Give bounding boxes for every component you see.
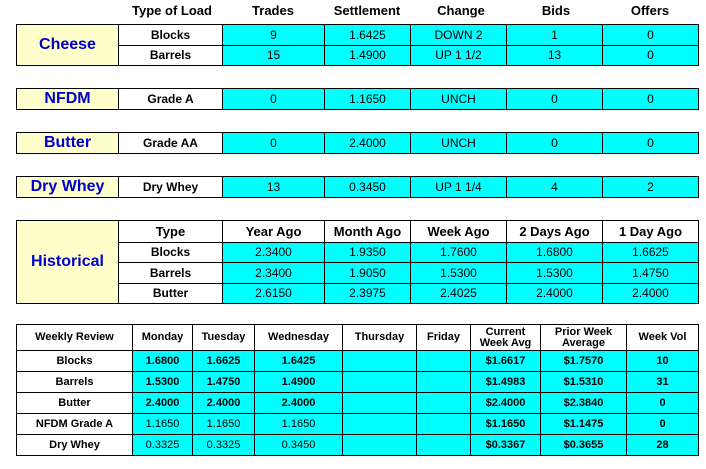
historical-cell: 2.3400 (223, 263, 325, 283)
weekly-cell: 1.6425 (255, 351, 343, 372)
header-type-of-load: Type of Load (132, 3, 212, 18)
drywhey-settlement: 0.3450 (325, 177, 411, 198)
cheese-barrels-change: UP 1 1/2 (411, 45, 507, 66)
cheese-table (16, 24, 699, 66)
historical-cell: 1.6800 (507, 242, 603, 262)
weekly-header-friday: Friday (417, 325, 471, 351)
cheese-barrels-offers: 0 (603, 45, 699, 66)
weekly-review-table (16, 324, 699, 456)
historical-cell: 1.5300 (411, 263, 507, 283)
historical-row (17, 263, 699, 283)
drywhey-type: Dry Whey (119, 177, 223, 198)
weekly-header-monday: Monday (133, 325, 193, 351)
weekly-row (17, 393, 699, 414)
weekly-cell (343, 393, 417, 414)
weekly-cell: 1.5300 (133, 372, 193, 393)
drywhey-label: Dry Whey (17, 177, 119, 198)
cheese-blocks-trades: 9 (223, 25, 325, 46)
weekly-cell: 28 (627, 435, 699, 456)
butter-trades: 0 (223, 133, 325, 154)
historical-cell: 2.3975 (325, 283, 411, 303)
historical-header-week-ago: Week Ago (411, 221, 507, 243)
cheese-blocks-offers: 0 (603, 25, 699, 46)
weekly-header-wednesday: Wednesday (255, 325, 343, 351)
weekly-row-label: Blocks (17, 351, 133, 372)
nfdm-label: NFDM (17, 89, 119, 110)
nfdm-table (16, 88, 699, 110)
weekly-cell: 2.4000 (193, 393, 255, 414)
weekly-row-label: NFDM Grade A (17, 414, 133, 435)
historical-cell: 1.7600 (411, 242, 507, 262)
weekly-cell: 1.4900 (255, 372, 343, 393)
weekly-cell: 31 (627, 372, 699, 393)
weekly-row-label: Dry Whey (17, 435, 133, 456)
nfdm-change: UNCH (411, 89, 507, 110)
header-settlement: Settlement (333, 3, 401, 18)
weekly-header-label: Weekly Review (17, 325, 133, 351)
weekly-cell: $0.3655 (541, 435, 627, 456)
cheese-blocks-settlement: 1.6425 (325, 25, 411, 46)
weekly-cell: 0.3325 (193, 435, 255, 456)
weekly-cell: 0 (627, 393, 699, 414)
historical-cell: 1.6625 (603, 242, 699, 262)
butter-change: UNCH (411, 133, 507, 154)
weekly-cell: 10 (627, 351, 699, 372)
cheese-blocks-bids: 1 (507, 25, 603, 46)
historical-cell: 2.4000 (507, 283, 603, 303)
butter-settlement: 2.4000 (325, 133, 411, 154)
header-trades: Trades (252, 3, 294, 18)
weekly-cell: $1.6617 (471, 351, 541, 372)
butter-label: Butter (17, 133, 119, 154)
historical-row-label: Butter (119, 283, 223, 303)
cheese-blocks-change: DOWN 2 (411, 25, 507, 46)
historical-row-label: Barrels (119, 263, 223, 283)
weekly-cell: 0.3450 (255, 435, 343, 456)
historical-cell: 2.4025 (411, 283, 507, 303)
weekly-row (17, 351, 699, 372)
weekly-cell (343, 414, 417, 435)
butter-offers: 0 (603, 133, 699, 154)
historical-cell: 2.4000 (603, 283, 699, 303)
header-change: Change (437, 3, 485, 18)
historical-cell: 1.5300 (507, 263, 603, 283)
weekly-cell: 1.6625 (193, 351, 255, 372)
weekly-row (17, 435, 699, 456)
historical-cell: 2.3400 (223, 242, 325, 262)
header-bids: Bids (541, 3, 571, 18)
cheese-blocks-type: Blocks (119, 25, 223, 46)
weekly-cell: $1.1475 (541, 414, 627, 435)
weekly-header-prior-week-average: Prior Week Average (541, 325, 627, 351)
weekly-cell: 2.4000 (255, 393, 343, 414)
weekly-cell (343, 372, 417, 393)
cheese-barrels-bids: 13 (507, 45, 603, 66)
weekly-cell (417, 351, 471, 372)
butter-type: Grade AA (119, 133, 223, 154)
weekly-cell: 1.1650 (133, 414, 193, 435)
weekly-cell (417, 393, 471, 414)
weekly-row-label: Barrels (17, 372, 133, 393)
drywhey-bids: 4 (507, 177, 603, 198)
weekly-header-week-vol: Week Vol (627, 325, 699, 351)
weekly-row (17, 414, 699, 435)
historical-cell: 2.6150 (223, 283, 325, 303)
weekly-cell: 1.1650 (255, 414, 343, 435)
weekly-cell (343, 351, 417, 372)
weekly-cell: 0.3325 (133, 435, 193, 456)
weekly-cell: $0.3367 (471, 435, 541, 456)
historical-header-2-days-ago: 2 Days Ago (507, 221, 603, 243)
cheese-barrels-settlement: 1.4900 (325, 45, 411, 66)
header-offers: Offers (630, 3, 670, 18)
historical-header-month-ago: Month Ago (325, 221, 411, 243)
historical-cell: 1.4750 (603, 263, 699, 283)
cheese-label: Cheese (17, 25, 119, 66)
weekly-cell: $1.5310 (541, 372, 627, 393)
weekly-cell: 0 (627, 414, 699, 435)
weekly-header-thursday: Thursday (343, 325, 417, 351)
weekly-cell (343, 435, 417, 456)
weekly-cell (417, 435, 471, 456)
drywhey-change: UP 1 1/4 (411, 177, 507, 198)
weekly-row-label: Butter (17, 393, 133, 414)
weekly-cell: $1.4983 (471, 372, 541, 393)
butter-table (16, 132, 699, 154)
nfdm-trades: 0 (223, 89, 325, 110)
weekly-cell: 2.4000 (133, 393, 193, 414)
drywhey-offers: 2 (603, 177, 699, 198)
weekly-cell: $2.3840 (541, 393, 627, 414)
nfdm-settlement: 1.1650 (325, 89, 411, 110)
nfdm-offers: 0 (603, 89, 699, 110)
cheese-barrels-trades: 15 (223, 45, 325, 66)
drywhey-trades: 13 (223, 177, 325, 198)
weekly-header-tuesday: Tuesday (193, 325, 255, 351)
cheese-barrels-type: Barrels (119, 45, 223, 66)
drywhey-table (16, 176, 699, 198)
weekly-cell: $1.7570 (541, 351, 627, 372)
historical-header-year-ago: Year Ago (223, 221, 325, 243)
weekly-cell: $2.4000 (471, 393, 541, 414)
historical-row (17, 242, 699, 262)
weekly-cell: 1.1650 (193, 414, 255, 435)
nfdm-type: Grade A (119, 89, 223, 110)
historical-cell: 1.9050 (325, 263, 411, 283)
historical-table (16, 220, 699, 304)
weekly-cell (417, 372, 471, 393)
weekly-cell: 1.6800 (133, 351, 193, 372)
weekly-cell: 1.4750 (193, 372, 255, 393)
historical-label: Historical (17, 221, 119, 304)
historical-header-1-day-ago: 1 Day Ago (603, 221, 699, 243)
historical-row-label: Blocks (119, 242, 223, 262)
weekly-row (17, 372, 699, 393)
nfdm-bids: 0 (507, 89, 603, 110)
historical-header-type: Type (119, 221, 223, 243)
butter-bids: 0 (507, 133, 603, 154)
historical-row (17, 283, 699, 303)
weekly-cell (417, 414, 471, 435)
weekly-cell: $1.1650 (471, 414, 541, 435)
weekly-header-current-week-avg: Current Week Avg (471, 325, 541, 351)
historical-cell: 1.9350 (325, 242, 411, 262)
